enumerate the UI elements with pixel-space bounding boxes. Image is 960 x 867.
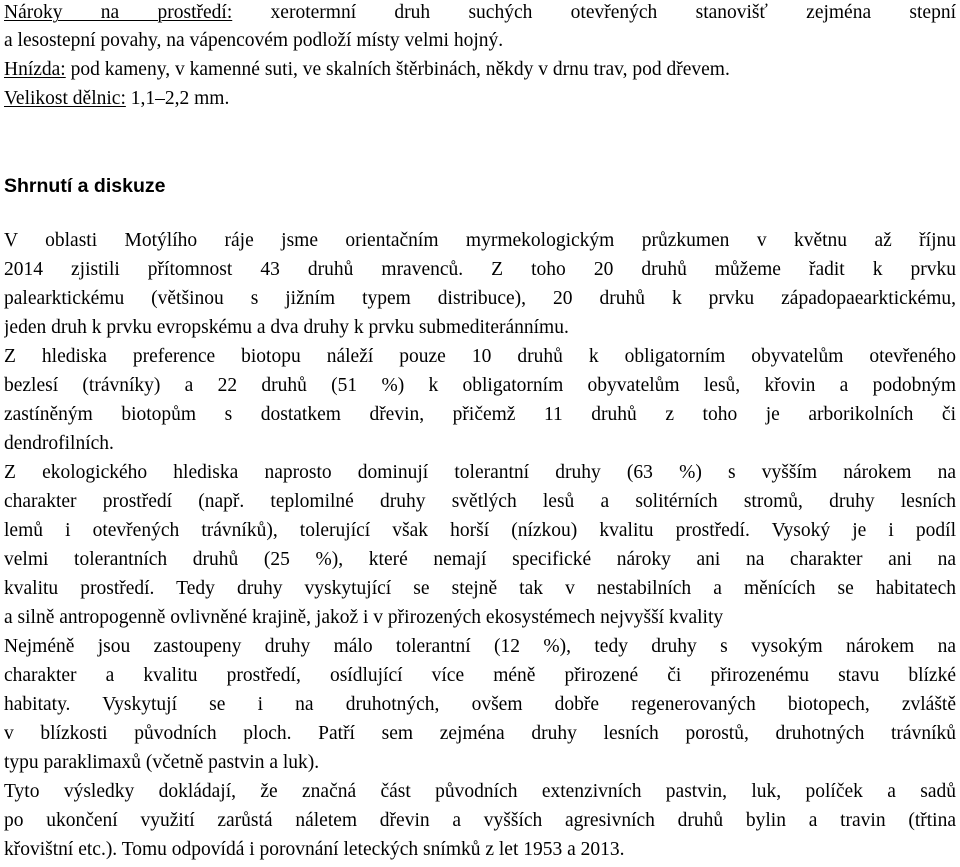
body-line-17: habitaty. Vyskytují se i na druhotných, ovšem dobře regenerovaných biotopech, zvláště [4,694,956,715]
body-line-3: palearktickému (většinou s jižním typem distribuce), 20 druhů k prvku západopaearktickému, [4,288,956,309]
size-paragraph [4,86,956,112]
body-line-21: po ukončení využití zarůstá náletem dřevin a vyšších agresivních druhů bylin a travin (třtina [4,810,956,831]
body-line-4: jeden druh k prvku evropskému a dva druhy k prvku submediteránnímu. [4,317,569,338]
nest-label: Hnízda: [4,59,66,80]
body-line-20: Tyto výsledky dokládají, že značná část původních extenzivních pastvin, luk, políček a sadů [4,781,956,802]
body-line-15: Nejméně jsou zastoupeny druhy málo tolerantní (12 %), tedy druhy s vysokým nárokem na [4,636,956,657]
body-line-13: kvalitu prostředí. Tedy druhy vyskytující se stejně tak v nestabilních a měnících se habitatech [4,578,956,599]
body-line-16: charakter a kvalitu prostředí, osídlující více méně přirozené či přirozenému stavu blízké [4,665,956,686]
habitat-label: Nároky na prostředí: [4,2,233,23]
body-line-11: lemů i otevřených trávníků), tolerující však horší (nízkou) kvalitu prostředí. Vysoký je i podíl [4,520,956,541]
body-line-7: zastíněným biotopům s dostatkem dřevin, přičemž 11 druhů z toho je arborikolních či [4,404,956,425]
body-line-14: a silně antropogenně ovlivněné krajině, jakož i v přirozených ekosystémech nejvyšší kvality [4,607,724,628]
body-line-9: Z ekologického hlediska naprosto dominují tolerantní druhy (63 %) s vyšším nárokem na [4,462,956,483]
habitat-paragraph-line-1 [4,0,956,26]
body-line-6: bezlesí (trávníky) a 22 druhů (51 %) k obligatorním obyvatelům lesů, křovin a podobným [4,375,956,396]
habitat-text-1: xerotermní druh suchých otevřených stanovišť zejména stepní [232,2,956,23]
nest-text: pod kameny, v kamenné suti, ve skalních štěrbinách, někdy v drnu trav, pod dřevem. [65,59,730,80]
body-line-22: křovištní etc.). Tomu odpovídá i porovnání leteckých snímků z let 1953 a 2013. [4,839,625,860]
body-line-10: charakter prostředí (např. teplomilné druhy světlých lesů a solitérních stromů, druhy lesních [4,491,956,512]
body-line-2: 2014 zjistili přítomnost 43 druhů mravenců. Z toho 20 druhů můžeme řadit k prvku [4,259,956,280]
section-heading: Shrnutí a diskuze [4,175,166,197]
habitat-paragraph-line-2 [4,28,956,54]
size-text: 1,1–2,2 mm. [125,88,230,109]
nest-paragraph [4,57,956,83]
body-line-12: velmi tolerantních druhů (25 %), které nemají specifické nároky ani na charakter ani na [4,549,956,570]
body-line-19: typu paraklimaxů (včetně pastvin a luk). [4,752,320,773]
body-line-8: dendrofilních. [4,433,114,454]
habitat-text-2: a lesostepní povahy, na vápencovém podloží místy velmi hojný. [4,30,504,51]
body-line-18: v blízkosti původních ploch. Patří sem zejména druhy lesních porostů, druhotných trávníků [4,723,956,744]
body-line-1: V oblasti Motýlího ráje jsme orientačním myrmekologickým průzkumen v květnu až říjnu [4,230,956,251]
body-line-5: Z hlediska preference biotopu náleží pouze 10 druhů k obligatorním obyvatelům otevřeného [4,346,956,367]
size-label: Velikost dělnic: [4,88,126,109]
